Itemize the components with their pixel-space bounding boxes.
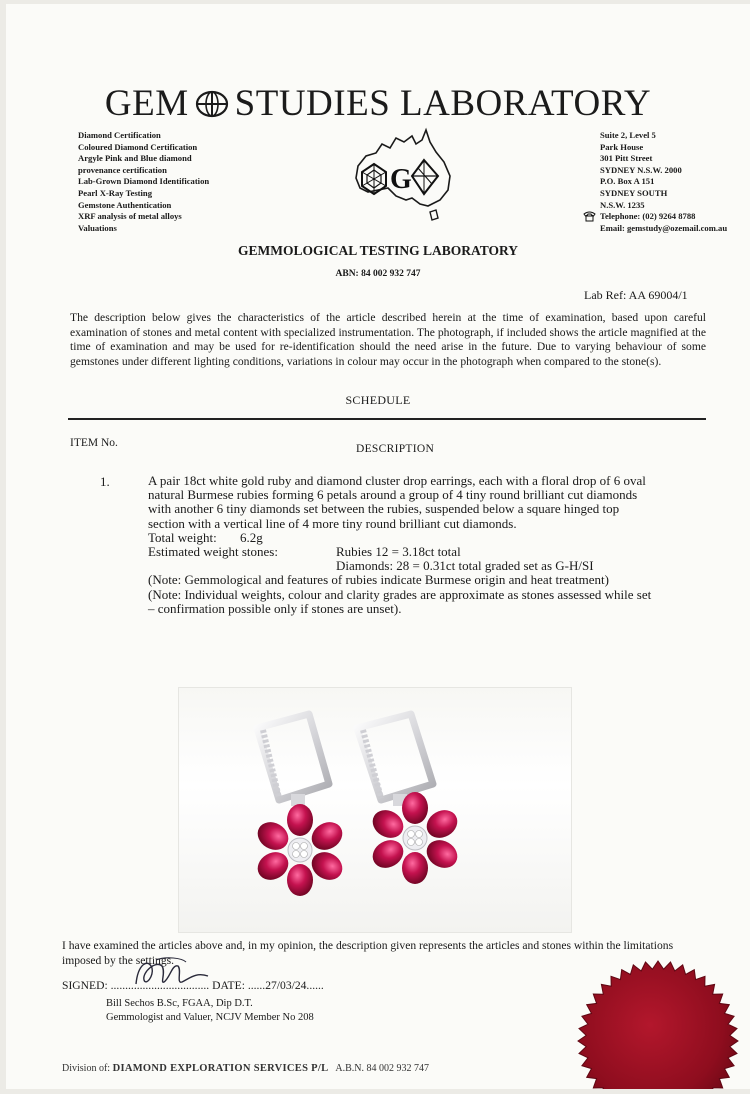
earrings-photo bbox=[178, 687, 572, 933]
red-seal-icon bbox=[574, 957, 742, 1094]
address-line: Suite 2, Level 5 bbox=[600, 130, 656, 140]
signer-block bbox=[106, 997, 314, 1025]
signer-name: Bill Sechos B.Sc, FGAA, Dip D.T. bbox=[106, 998, 253, 1009]
total-weight-label: Total weight: bbox=[148, 529, 217, 545]
address-line: Park House bbox=[600, 141, 644, 152]
service-item: Coloured Diamond Certification bbox=[78, 141, 198, 152]
service-item: Argyle Pink and Blue diamond bbox=[78, 153, 192, 164]
rubies-weight: Rubies 12 = 3.18ct total bbox=[336, 544, 461, 560]
service-item: Valuations bbox=[78, 222, 117, 233]
lab-address bbox=[600, 130, 727, 234]
division-footer bbox=[62, 1063, 429, 1074]
services-list bbox=[78, 130, 209, 234]
division-abn: A.B.N. 84 002 932 747 bbox=[335, 1063, 429, 1074]
certificate-sheet bbox=[6, 4, 750, 1089]
signed-date-line: SIGNED: .................................. DATE: ......27/03/24...... bbox=[62, 979, 324, 992]
right-earring bbox=[357, 714, 462, 884]
note-origin: (Note: Gemmological and features of rubies indicate Burmese origin and heat treatment) bbox=[148, 572, 609, 588]
description-header: DESCRIPTION bbox=[356, 443, 435, 455]
telephone-line: Telephone: (02) 9264 8788 bbox=[600, 211, 727, 223]
estimated-weight-label: Estimated weight stones: bbox=[148, 544, 278, 560]
service-item: Lab-Grown Diamond Identification bbox=[78, 176, 210, 187]
lab-subheading: GEMMOLOGICAL TESTING LABORATORY bbox=[237, 243, 519, 258]
division-label: Division of: bbox=[62, 1063, 111, 1074]
item-number-header: ITEM No. bbox=[70, 437, 118, 449]
address-line: N.S.W. 1235 bbox=[600, 199, 645, 210]
division-company: DIAMOND EXPLORATION SERVICES P/L bbox=[112, 1063, 329, 1074]
address-line: SYDNEY SOUTH bbox=[600, 187, 668, 198]
schedule-heading: SCHEDULE bbox=[345, 393, 411, 407]
signer-title: Gemmologist and Valuer, NCJV Member No 208 bbox=[106, 1012, 314, 1024]
description-text: A pair 18ct white gold ruby and diamond cluster drop earrings, each with a floral drop of 6 oval natural Burmese rubies forming 6 petals around a group of 4 tiny round brilliant cut diamonds with another 6 tiny diamonds set between the rubies, suspended below a square hinged top section with a vertical line of 4 more tiny round brilliant cut diamonds. bbox=[148, 473, 646, 531]
service-item: Pearl X-Ray Testing bbox=[78, 187, 152, 198]
service-item: Diamond Certification bbox=[78, 130, 161, 140]
lab-reference: Lab Ref: AA 69004/1 bbox=[584, 288, 688, 302]
service-item: provenance certification bbox=[78, 164, 167, 175]
earrings-image bbox=[179, 688, 571, 932]
address-line: SYDNEY N.S.W. 2000 bbox=[600, 164, 682, 175]
service-item: Gemstone Authentication bbox=[78, 199, 172, 210]
intro-paragraph: The description below gives the characteristics of the article described herein at the time of examination, based upon careful examination of stones and metal content with specialized instrumentation. The photograph, if included shows the article magnified at the time of examination and may be used for re-identification should the need arise in the future. Due to varying behaviour of some gemstones under different lighting conditions, variations in colour may occur in the photograph when compared to the stone(s). bbox=[70, 311, 706, 369]
total-weight-value: 6.2g bbox=[240, 529, 263, 545]
abn-number: ABN: 84 002 932 747 bbox=[335, 269, 421, 279]
lab-title bbox=[6, 82, 750, 129]
item-description bbox=[148, 474, 658, 616]
estimated-weight-row bbox=[148, 545, 658, 559]
item-number: 1. bbox=[100, 474, 110, 489]
note-approximate: (Note: Individual weights, colour and clarity grades are approximate as stones assessed while set – confirmation possible only if stones are unset). bbox=[148, 586, 652, 616]
divider-rule bbox=[68, 418, 706, 420]
address-line: 301 Pitt Street bbox=[600, 153, 653, 164]
certification-statement: I have examined the articles above and, in my opinion, the description given represents the articles and stones within the limitations imposed by the settings. bbox=[62, 939, 674, 967]
email-line: Email: gemstudy@ozemail.com.au bbox=[600, 222, 728, 233]
title-left: GEM bbox=[104, 83, 189, 124]
service-item: XRF analysis of metal alloys bbox=[78, 211, 182, 222]
title-right: STUDIES LABORATORY bbox=[234, 83, 652, 124]
left-earring bbox=[253, 714, 348, 896]
australia-logo-icon bbox=[332, 126, 462, 233]
logo-letter: G bbox=[390, 164, 412, 195]
handwritten-signature bbox=[126, 954, 226, 999]
telephone-icon bbox=[583, 211, 596, 226]
address-line: P.O. Box A 151 bbox=[600, 176, 655, 187]
diamonds-weight: Diamonds: 28 = 0.31ct total graded set as G-H/SI bbox=[336, 558, 594, 574]
total-weight-row bbox=[148, 531, 658, 545]
gem-symbol-icon bbox=[195, 86, 229, 129]
